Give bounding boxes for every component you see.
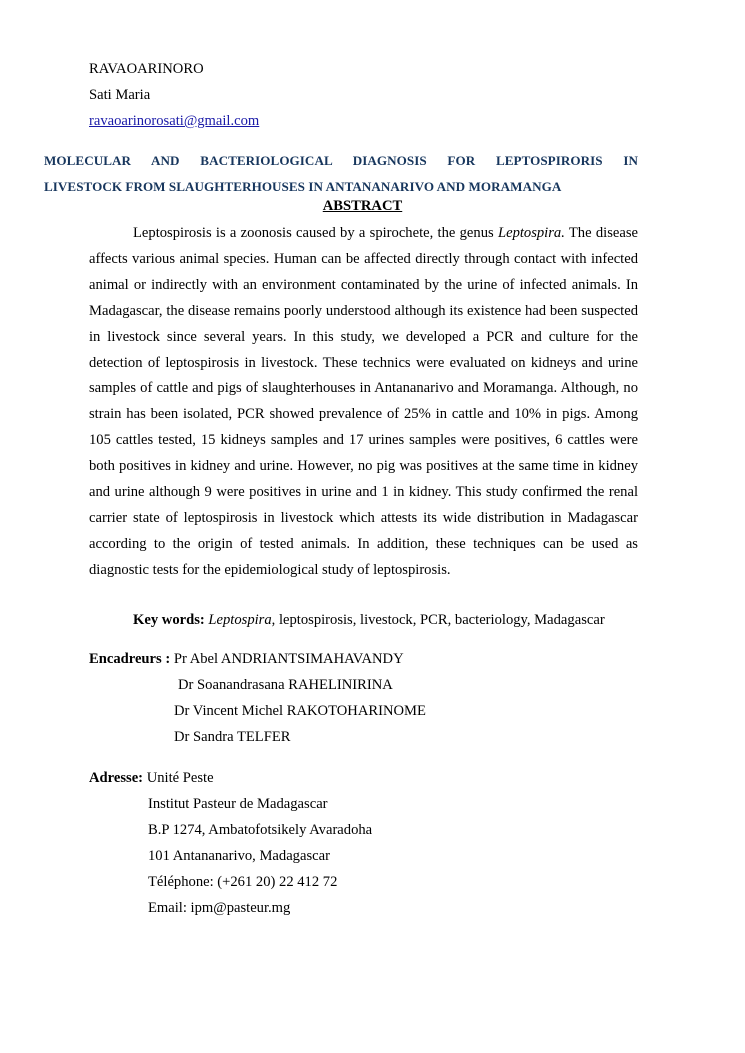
keywords-line bbox=[133, 610, 605, 630]
author-given-names: Sati Maria bbox=[89, 87, 151, 103]
supervisor-name: Dr Vincent Michel RAKOTOHARINOME bbox=[174, 703, 426, 719]
address-line: Unité Peste bbox=[146, 770, 214, 786]
address-label: Adresse: bbox=[89, 770, 144, 786]
address-line: Institut Pasteur de Madagascar bbox=[148, 796, 328, 812]
keyword-genus: Leptospira bbox=[208, 612, 272, 628]
abstract-genus: Leptospira. bbox=[497, 225, 565, 241]
address-row-1 bbox=[89, 768, 214, 788]
supervisors-row-1 bbox=[89, 649, 404, 669]
abstract-text-part-1: Leptospirosis is a zoonosis caused by a spirochete, the genus bbox=[133, 225, 498, 241]
title-line-2: LIVESTOCK FROM SLAUGHTERHOUSES IN ANTANANARIVO AND MORAMANGA bbox=[44, 179, 562, 194]
supervisor-name: Dr Sandra TELFER bbox=[174, 729, 291, 745]
keywords-rest: , leptospirosis, livestock, PCR, bacteriology, Madagascar bbox=[271, 612, 605, 628]
supervisor-name: Pr Abel ANDRIANTSIMAHAVANDY bbox=[173, 651, 404, 667]
supervisor-name: Dr Soanandrasana RAHELINIRINA bbox=[178, 677, 393, 693]
abstract-body bbox=[89, 221, 638, 584]
abstract-text-part-2: The disease affects various animal species. Human can be affected directly through contact with infected animal or indirectly with an environment contaminated by the urine of infected animals. In Madagascar, the disease remains poorly understood although its existence had been suspected in livestock since several years. In this study, we developed a PCR and culture for the detection of leptospirosis in livestock. These technics were evaluated on kidneys and urine samples of cattle and pigs of slaughterhouses in Antananarivo and Moramanga. Although, no strain has been isolated, PCR showed prevalence of 25% in cattle and 10% in pigs. Among 105 cattles tested, 15 kidneys samples and 17 urines samples were positives, 6 cattles were both positives in kidney and urine. However, no pig was positives at the same time in kidney and urine although 9 were positives in urine and 1 in kidney. This study confirmed the renal carrier state of leptospirosis in livestock which attests its wide distribution in Madagascar according to the origin of tested animals. In addition, these techniques can be used as diagnostic tests for the epidemiological study of leptospirosis. bbox=[89, 225, 638, 578]
author-surname: RAVAOARINORO bbox=[89, 61, 204, 77]
supervisors-label: Encadreurs : bbox=[89, 651, 171, 667]
address-line: B.P 1274, Ambatofotsikely Avaradoha bbox=[148, 822, 373, 838]
address-email: Email: ipm@pasteur.mg bbox=[148, 900, 291, 916]
keywords-label: Key words: bbox=[133, 612, 205, 628]
title-line-1: MOLECULAR AND BACTERIOLOGICAL DIAGNOSIS FOR LEPTOSPIRORIS IN bbox=[44, 153, 638, 168]
address-phone: Téléphone: (+261 20) 22 412 72 bbox=[148, 874, 338, 890]
author-email-link[interactable]: ravaoarinorosati@gmail.com bbox=[89, 113, 260, 129]
paper-title bbox=[44, 148, 638, 200]
abstract-heading: ABSTRACT bbox=[322, 198, 403, 214]
address-line: 101 Antananarivo, Madagascar bbox=[148, 848, 330, 864]
author-email[interactable] bbox=[89, 112, 259, 130]
